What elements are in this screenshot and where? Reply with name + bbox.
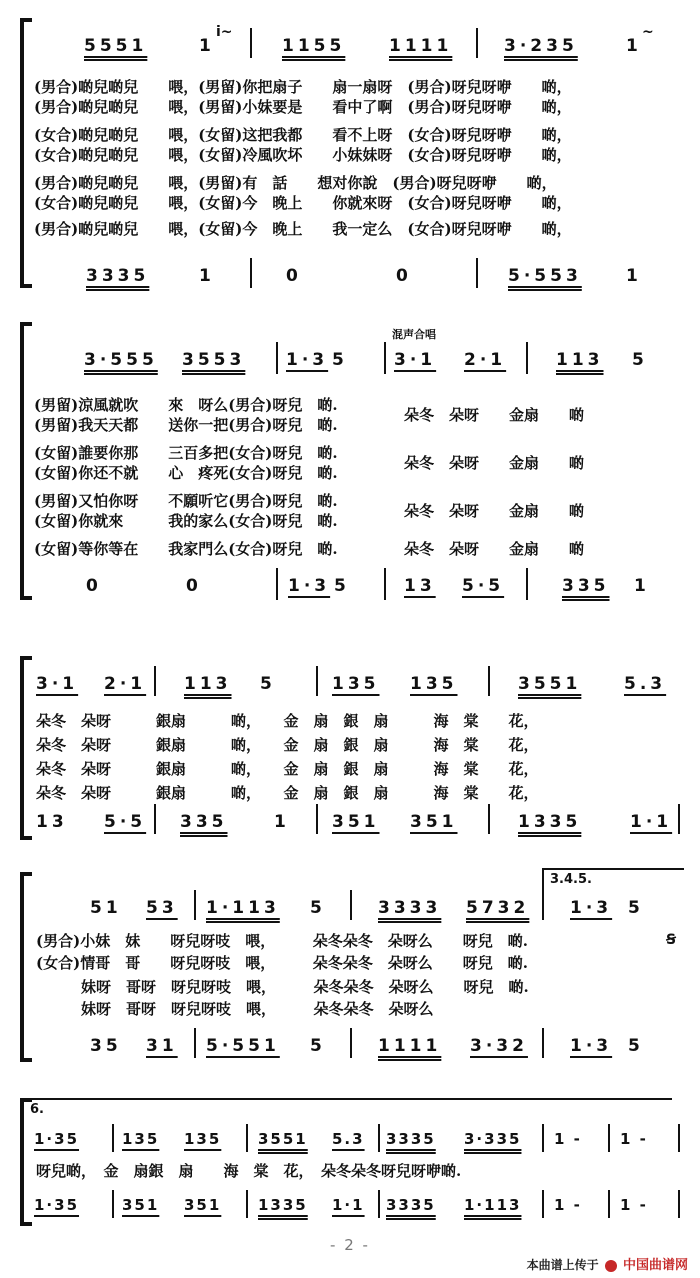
lyric-line: (女留)誰要你那 三百多把(女合)呀兒 啲. xyxy=(34,444,338,462)
lyric-line: (男留)我天天都 送你一把(男合)呀兒 啲. xyxy=(34,416,338,434)
credit-text: 本曲谱上传于 xyxy=(526,1258,599,1272)
bass-note-group: 5·5 xyxy=(104,812,147,832)
barline xyxy=(608,1124,610,1152)
lyric-line: 妹呀 哥呀 呀兒呀吱 喂， 朵冬朵冬 朵呀么 呀兒 啲. xyxy=(36,978,529,996)
lyric-line: (男合)啲兒啲兒 喂，(男留)你把扇子 扇一扇呀 (男合)呀兒呀咿 啲， xyxy=(34,78,572,96)
bass-note-group: 5·553 xyxy=(508,266,582,286)
fermata-mark: i~ xyxy=(216,24,233,40)
melody-note-group: 3551 xyxy=(258,1130,308,1148)
bass-note-group: 0 xyxy=(186,576,202,596)
barline xyxy=(250,28,252,58)
melody-note-group: 5.3 xyxy=(332,1130,365,1148)
melody-note-group: 51 xyxy=(90,898,122,918)
site-logo-icon xyxy=(605,1260,617,1272)
choir-annotation: 混声合唱 xyxy=(392,328,436,341)
melody-note-group: 2·1 xyxy=(104,674,147,694)
final-barline xyxy=(678,1124,680,1152)
barline xyxy=(608,1190,610,1218)
lyric-line: (女留)你就來 我的家么(女合)呀兒 啲. xyxy=(34,512,338,530)
barline xyxy=(678,804,680,834)
bass-note-group: 13 xyxy=(404,576,436,596)
lyric-line: 朵冬 朵呀 金扇 啲 xyxy=(404,406,585,424)
bass-note-group: 1·3 xyxy=(288,576,331,596)
bass-note-group: 35 xyxy=(90,1036,122,1056)
lyric-line: 朵冬 朵呀 金扇 啲 xyxy=(404,502,585,520)
lyric-line: (女合)啲兒啲兒 喂，(女留)这把我都 看不上呀 (女合)呀兒呀咿 啲， xyxy=(34,126,572,144)
lyric-line: (女合)啲兒啲兒 喂，(女留)今 晚上 你就來呀 (女合)呀兒呀咿 啲， xyxy=(34,194,572,212)
melody-note-group: 3333 xyxy=(378,898,442,918)
bass-note-group: 1·1 xyxy=(332,1196,365,1214)
final-barline xyxy=(678,1190,680,1218)
melody-note-group: 135 xyxy=(410,674,458,694)
system-brace xyxy=(20,656,24,840)
melody-note-group: 1 - xyxy=(620,1130,648,1148)
lyric-line: 朵冬 朵呀 銀扇 啲， 金 扇 銀 扇 海 棠 花， xyxy=(36,760,539,778)
barline xyxy=(542,1190,544,1218)
barline xyxy=(526,342,528,374)
bass-note-group: 1·1 xyxy=(630,812,673,832)
melody-note-group: 3553 xyxy=(182,350,246,370)
bass-note-group: 351 xyxy=(122,1196,160,1214)
lyric-line: 朵冬 朵呀 銀扇 啲， 金 扇 銀 扇 海 棠 花， xyxy=(36,784,539,802)
bass-note-group: 1335 xyxy=(518,812,582,832)
barline xyxy=(476,258,478,288)
melody-note-group: 3335 xyxy=(386,1130,436,1148)
barline xyxy=(276,342,278,374)
melody-note-group: 5732 xyxy=(466,898,530,918)
barline xyxy=(194,890,196,920)
melody-note-group: 5.3 xyxy=(624,674,667,694)
bass-note-group: 31 xyxy=(146,1036,178,1056)
barline xyxy=(246,1190,248,1218)
melody-note-group: 135 xyxy=(122,1130,160,1148)
lyric-line: (女合)情哥 哥 呀兒呀吱 喂， 朵冬朵冬 朵呀么 呀兒 啲. xyxy=(36,954,528,972)
lyric-line: (男留)又怕你呀 不願听它(男合)呀兒 啲. xyxy=(34,492,338,510)
repeat-barline xyxy=(384,342,386,374)
barline xyxy=(542,1028,544,1058)
bass-note-group: 1335 xyxy=(258,1196,308,1214)
bass-note-group: 3335 xyxy=(386,1196,436,1214)
melody-note-group: 1·3 xyxy=(286,350,329,370)
bass-note-group: 1111 xyxy=(378,1036,442,1056)
system-brace xyxy=(20,1098,24,1226)
bass-note-group: 0 xyxy=(286,266,302,286)
barline xyxy=(350,1028,352,1058)
melody-note-group: 135 xyxy=(184,1130,222,1148)
melody-note-group: 3·335 xyxy=(464,1130,522,1148)
barline xyxy=(250,258,252,288)
melody-note-group: 3551 xyxy=(518,674,582,694)
barline xyxy=(154,804,156,834)
barline xyxy=(378,1124,380,1152)
melody-note-group: 5 xyxy=(332,350,348,370)
barline xyxy=(488,666,490,696)
volta-bracket xyxy=(542,868,684,890)
lyric-line: (男合)啲兒啲兒 喂，(女留)今 晚上 我一定么 (女合)呀兒呀咿 啲， xyxy=(34,220,572,238)
dal-segno-sign: Ꞩ xyxy=(666,932,677,948)
bass-note-group: 1 - xyxy=(554,1196,582,1214)
barline xyxy=(112,1190,114,1218)
lyric-line: 朵冬 朵呀 銀扇 啲， 金 扇 銀 扇 海 棠 花， xyxy=(36,712,539,730)
score-system-3 xyxy=(14,656,690,840)
melody-note-group: 5 xyxy=(628,898,644,918)
volta-bracket-label: 6. xyxy=(30,1102,44,1117)
bass-note-group: 5·5 xyxy=(462,576,505,596)
lyric-line: (男留)涼風就吹 來 呀么(男合)呀兒 啲. xyxy=(34,396,338,414)
bass-note-group: 3335 xyxy=(86,266,150,286)
barline xyxy=(378,1190,380,1218)
bass-note-group: 5 xyxy=(334,576,350,596)
bass-note-group: 335 xyxy=(180,812,228,832)
barline xyxy=(194,1028,196,1058)
melody-note-group: 113 xyxy=(184,674,232,694)
barline xyxy=(476,28,478,58)
lyric-line: (男合)啲兒啲兒 喂，(男留)小妹要是 看中了啊 (男合)呀兒呀咿 啲， xyxy=(34,98,572,116)
page-number: - 2 - xyxy=(330,1236,370,1254)
barline xyxy=(316,804,318,834)
lyric-line: (男合)啲兒啲兒 喂，(男留)有 話 想对你說 (男合)呀兒呀咿 啲， xyxy=(34,174,557,192)
lyric-line: 朵冬 朵呀 金扇 啲 xyxy=(404,540,585,558)
melody-note-group: 5 xyxy=(310,898,326,918)
melody-note-group: 53 xyxy=(146,898,178,918)
melody-note-group: 1155 xyxy=(282,36,346,56)
melody-note-group: 1·113 xyxy=(206,898,280,918)
lyric-line: (男合)小妹 妹 呀兒呀吱 喂， 朵冬朵冬 朵呀么 呀兒 啲. xyxy=(36,932,528,950)
bass-note-group: 351 xyxy=(410,812,458,832)
barline xyxy=(526,568,528,600)
bass-note-group: 335 xyxy=(562,576,610,596)
bass-note-group: 1·3 xyxy=(570,1036,613,1056)
barline xyxy=(246,1124,248,1152)
lyric-line: 朵冬 朵呀 金扇 啲 xyxy=(404,454,585,472)
system-brace xyxy=(20,872,24,1062)
barline xyxy=(316,666,318,696)
bass-note-group: 1 xyxy=(626,266,642,286)
score-system-1 xyxy=(14,18,690,288)
lyric-line: (女留)等你等在 我家門么(女合)呀兒 啲. xyxy=(34,540,338,558)
melody-note-group: 3·555 xyxy=(84,350,158,370)
bass-note-group: 1 xyxy=(199,266,215,286)
site-brand-link[interactable]: 中国曲谱网 xyxy=(622,1258,688,1273)
volta-bracket-label: 3.4.5. xyxy=(550,872,592,887)
bass-note-group: 1·35 xyxy=(34,1196,80,1214)
melody-note-group: 5 xyxy=(632,350,648,370)
melody-note-group: 113 xyxy=(556,350,604,370)
melody-note-group: 1·35 xyxy=(34,1130,80,1148)
melody-note-group: 3·235 xyxy=(504,36,578,56)
melody-note-group: 5 xyxy=(260,674,276,694)
bass-note-group: 1 xyxy=(634,576,650,596)
bass-note-group: 1·113 xyxy=(464,1196,522,1214)
melody-note-group: 3·1 xyxy=(36,674,79,694)
system-brace xyxy=(20,18,24,288)
melody-note-group: 5551 xyxy=(84,36,148,56)
melody-note-group: 1 xyxy=(626,36,642,56)
bass-note-group: 5 xyxy=(628,1036,644,1056)
melody-note-group: 1·3 xyxy=(570,898,613,918)
bass-note-group: 351 xyxy=(184,1196,222,1214)
barline xyxy=(488,804,490,834)
melody-note-group: 1 xyxy=(199,36,215,56)
bass-note-group: 0 xyxy=(86,576,102,596)
bass-note-group: 1 xyxy=(274,812,290,832)
barline xyxy=(542,1124,544,1152)
upload-credit xyxy=(527,1254,688,1273)
bass-note-group: 3·32 xyxy=(470,1036,528,1056)
barline xyxy=(154,666,156,696)
lyric-line: 朵冬 朵呀 銀扇 啲， 金 扇 銀 扇 海 棠 花， xyxy=(36,736,539,754)
system-brace xyxy=(20,322,24,600)
bass-note-group: 5·551 xyxy=(206,1036,280,1056)
lyric-line: 呀兒啲， 金 扇銀 扇 海 棠 花， 朵冬朵冬呀兒呀咿啲. xyxy=(36,1162,462,1180)
fermata-mark: ~ xyxy=(642,24,654,40)
melody-note-group: 135 xyxy=(332,674,380,694)
bass-note-group: 1 - xyxy=(620,1196,648,1214)
barline xyxy=(112,1124,114,1152)
lyric-line: (女合)啲兒啲兒 喂，(女留)冷風吹坏 小妹妹呀 (女合)呀兒呀咿 啲， xyxy=(34,146,572,164)
barline xyxy=(276,568,278,600)
bass-note-group: 0 xyxy=(396,266,412,286)
barline xyxy=(350,890,352,920)
melody-note-group: 2·1 xyxy=(464,350,507,370)
score-system-5 xyxy=(14,1098,690,1226)
lyric-line: (女留)你还不就 心 疼死(女合)呀兒 啲. xyxy=(34,464,338,482)
melody-note-group: 1111 xyxy=(389,36,453,56)
bass-note-group: 5 xyxy=(310,1036,326,1056)
repeat-barline xyxy=(384,568,386,600)
score-system-2 xyxy=(14,322,690,600)
melody-note-group: 1 - xyxy=(554,1130,582,1148)
volta-bracket xyxy=(22,1098,672,1114)
bass-note-group: 13 xyxy=(36,812,68,832)
melody-note-group: 3·1 xyxy=(394,350,437,370)
score-system-4 xyxy=(14,872,690,1062)
bass-note-group: 351 xyxy=(332,812,380,832)
barline xyxy=(542,890,544,920)
lyric-line: 妹呀 哥呀 呀兒呀吱 喂， 朵冬朵冬 朵呀么 xyxy=(36,1000,434,1018)
